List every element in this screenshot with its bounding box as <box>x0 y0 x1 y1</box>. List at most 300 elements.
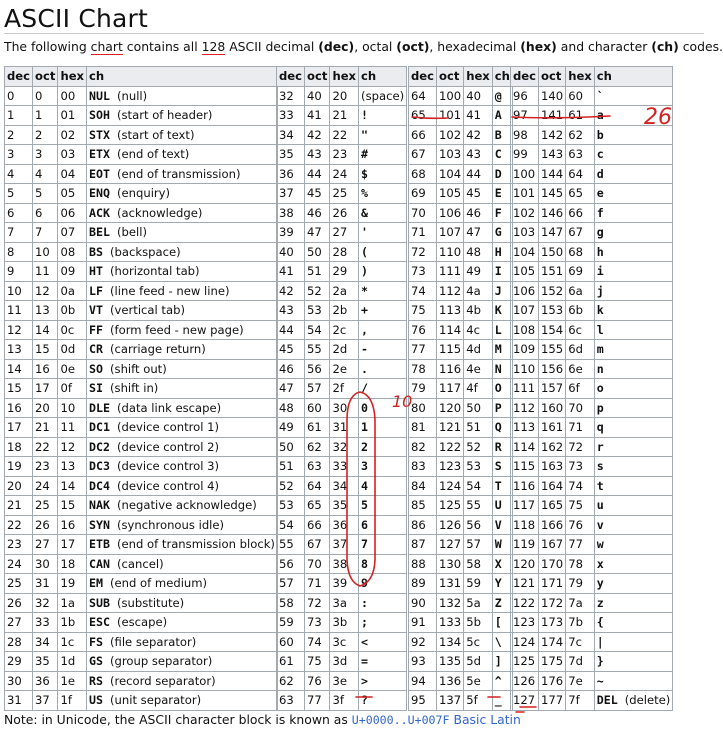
ch-symbol: : <box>361 595 369 610</box>
ch-symbol: 5 <box>361 498 369 513</box>
table-row <box>409 418 513 438</box>
ch-cell <box>87 203 278 223</box>
dec-cell: 88 <box>409 554 437 574</box>
dec-cell: 29 <box>5 652 33 672</box>
oct-cell: 20 <box>33 398 58 418</box>
ch-cell <box>87 340 278 360</box>
table-row <box>5 86 278 106</box>
ch-symbol: (space) <box>361 88 405 103</box>
dec-cell: 33 <box>277 106 305 126</box>
dec-cell: 7 <box>5 223 33 243</box>
dec-cell: 101 <box>511 184 539 204</box>
oct-cell: 55 <box>305 340 330 360</box>
ch-cell <box>87 476 278 496</box>
ch-symbol: W <box>494 537 502 552</box>
table-row <box>277 184 407 204</box>
ch-symbol: [ <box>494 615 502 630</box>
hex-cell: 78 <box>566 554 595 574</box>
oct-cell: 21 <box>33 418 58 438</box>
table-row <box>409 125 513 145</box>
ch-symbol: EOT <box>89 166 110 181</box>
hex-cell: 6d <box>566 340 595 360</box>
dec-cell: 95 <box>409 691 437 711</box>
header-dec: dec <box>511 67 539 87</box>
dec-cell: 107 <box>511 301 539 321</box>
intro-dec: (dec) <box>318 39 355 54</box>
hex-cell: 29 <box>330 262 359 282</box>
hex-cell: 7a <box>566 593 595 613</box>
table-row <box>277 496 407 516</box>
ch-symbol: B <box>494 127 502 142</box>
dec-cell: 68 <box>409 164 437 184</box>
oct-cell: 144 <box>539 164 566 184</box>
hex-cell: 7b <box>566 613 595 633</box>
ch-symbol: . <box>361 361 369 376</box>
hex-cell: 4f <box>464 379 493 399</box>
dec-cell: 97 <box>511 106 539 126</box>
ch-symbol: Q <box>494 420 502 435</box>
ch-symbol: & <box>361 205 369 220</box>
table-row <box>277 125 407 145</box>
table-row <box>511 613 673 633</box>
table-row <box>409 437 513 457</box>
hex-cell: 2a <box>330 281 359 301</box>
table-row <box>409 281 513 301</box>
ch-symbol: ENQ <box>89 186 110 201</box>
dec-cell: 126 <box>511 671 539 691</box>
oct-cell: 121 <box>437 418 464 438</box>
table-row <box>277 476 407 496</box>
header-row <box>277 67 407 87</box>
dec-cell: 113 <box>511 418 539 438</box>
ch-symbol: @ <box>494 88 502 103</box>
ch-cell <box>594 671 673 691</box>
ch-symbol: N <box>494 361 502 376</box>
intro-count: 128 <box>201 39 226 54</box>
oct-cell: 40 <box>305 86 330 106</box>
header-row <box>409 67 513 87</box>
oct-cell: 32 <box>33 593 58 613</box>
hex-cell: 34 <box>330 476 359 496</box>
ch-cell <box>594 613 673 633</box>
hex-cell: 1a <box>58 593 87 613</box>
ch-cell <box>594 125 673 145</box>
table-row <box>409 320 513 340</box>
ch-symbol: 8 <box>361 556 369 571</box>
hex-cell: 05 <box>58 184 87 204</box>
dec-cell: 38 <box>277 203 305 223</box>
table-row <box>5 632 278 652</box>
dec-cell: 41 <box>277 262 305 282</box>
ch-cell <box>359 691 407 711</box>
header-hex: hex <box>58 67 87 87</box>
ch-symbol: r <box>596 439 604 454</box>
dec-cell: 104 <box>511 242 539 262</box>
ch-cell <box>359 242 407 262</box>
hex-cell: 0c <box>58 320 87 340</box>
hex-cell: 43 <box>464 145 493 165</box>
table-row <box>277 652 407 672</box>
ch-description: (delete) <box>624 693 671 708</box>
dec-cell: 62 <box>277 671 305 691</box>
dec-cell: 5 <box>5 184 33 204</box>
ch-cell <box>87 574 278 594</box>
hex-cell: 41 <box>464 106 493 126</box>
ch-symbol: SUB <box>89 595 110 610</box>
hex-cell: 00 <box>58 86 87 106</box>
oct-cell: 102 <box>437 125 464 145</box>
hex-cell: 1d <box>58 652 87 672</box>
hex-cell: 15 <box>58 496 87 516</box>
dec-cell: 106 <box>511 281 539 301</box>
ch-symbol: < <box>361 634 369 649</box>
dec-cell: 79 <box>409 379 437 399</box>
ch-symbol: # <box>361 147 369 162</box>
ch-cell <box>87 652 278 672</box>
hex-cell: 5d <box>464 652 493 672</box>
oct-cell: 52 <box>305 281 330 301</box>
header-oct: oct <box>437 67 464 87</box>
header-ch: ch <box>594 67 673 87</box>
table-row <box>511 691 673 711</box>
ch-symbol: g <box>596 225 604 240</box>
dec-cell: 80 <box>409 398 437 418</box>
table-row <box>277 301 407 321</box>
ch-cell <box>594 418 673 438</box>
hex-cell: 56 <box>464 515 493 535</box>
oct-cell: 70 <box>305 554 330 574</box>
dec-cell: 117 <box>511 496 539 516</box>
ch-cell <box>359 106 407 126</box>
dec-cell: 23 <box>5 535 33 555</box>
oct-cell: 26 <box>33 515 58 535</box>
oct-cell: 47 <box>305 223 330 243</box>
dec-cell: 55 <box>277 535 305 555</box>
ch-symbol: j <box>596 283 604 298</box>
table-row <box>277 379 407 399</box>
ch-cell <box>87 106 278 126</box>
ch-symbol: C <box>494 147 502 162</box>
oct-cell: 74 <box>305 632 330 652</box>
table-row <box>277 262 407 282</box>
hex-cell: 2e <box>330 359 359 379</box>
hex-cell: 22 <box>330 125 359 145</box>
dec-cell: 58 <box>277 593 305 613</box>
oct-cell: 146 <box>539 203 566 223</box>
oct-cell: 171 <box>539 574 566 594</box>
dec-cell: 73 <box>409 262 437 282</box>
ch-cell <box>87 301 278 321</box>
hex-cell: 21 <box>330 106 359 126</box>
oct-cell: 100 <box>437 86 464 106</box>
ch-symbol: ! <box>361 108 369 123</box>
table-row <box>511 574 673 594</box>
hex-cell: 57 <box>464 535 493 555</box>
ch-symbol: l <box>596 322 604 337</box>
hex-cell: 28 <box>330 242 359 262</box>
table-row <box>409 86 513 106</box>
dec-cell: 89 <box>409 574 437 594</box>
oct-cell: 161 <box>539 418 566 438</box>
dec-cell: 4 <box>5 164 33 184</box>
oct-cell: 145 <box>539 184 566 204</box>
hex-cell: 16 <box>58 515 87 535</box>
ch-symbol: n <box>596 361 604 376</box>
table-row <box>5 574 278 594</box>
hex-cell: 48 <box>464 242 493 262</box>
oct-cell: 140 <box>539 86 566 106</box>
ch-symbol: DC4 <box>89 478 110 493</box>
hex-cell: 18 <box>58 554 87 574</box>
intro-paragraph <box>4 39 723 54</box>
hex-cell: 68 <box>566 242 595 262</box>
ch-symbol: 7 <box>361 537 369 552</box>
ch-symbol: US <box>89 693 104 708</box>
ch-description: (enquiry) <box>116 186 171 201</box>
dec-cell: 2 <box>5 125 33 145</box>
hex-cell: 6a <box>566 281 595 301</box>
ch-cell <box>87 613 278 633</box>
dec-cell: 63 <box>277 691 305 711</box>
hex-cell: 2d <box>330 340 359 360</box>
table-row <box>277 164 407 184</box>
hex-cell: 73 <box>566 457 595 477</box>
ch-symbol: SO <box>89 361 104 376</box>
oct-cell: 141 <box>539 106 566 126</box>
annotation-mark-26: 26 <box>644 105 672 130</box>
hex-cell: 44 <box>464 164 493 184</box>
ch-cell <box>594 262 673 282</box>
ch-cell <box>359 496 407 516</box>
ch-symbol: a <box>596 108 604 123</box>
dec-cell: 85 <box>409 496 437 516</box>
dec-cell: 0 <box>5 86 33 106</box>
hex-cell: 42 <box>464 125 493 145</box>
ch-description: (end of transmission block) <box>116 537 275 552</box>
ch-cell <box>87 496 278 516</box>
ch-cell <box>359 574 407 594</box>
table-row <box>5 281 278 301</box>
ch-cell <box>87 437 278 457</box>
dec-cell: 96 <box>511 86 539 106</box>
ch-symbol: ' <box>361 225 369 240</box>
table-row <box>511 418 673 438</box>
ch-symbol: q <box>596 420 604 435</box>
dec-cell: 11 <box>5 301 33 321</box>
oct-cell: 4 <box>33 164 58 184</box>
oct-cell: 30 <box>33 554 58 574</box>
dec-cell: 122 <box>511 593 539 613</box>
ch-cell <box>359 223 407 243</box>
oct-cell: 12 <box>33 281 58 301</box>
oct-cell: 42 <box>305 125 330 145</box>
dec-cell: 78 <box>409 359 437 379</box>
ch-description: (acknowledge) <box>116 205 203 220</box>
dec-cell: 44 <box>277 320 305 340</box>
ch-description: (shift out) <box>110 361 167 376</box>
oct-cell: 126 <box>437 515 464 535</box>
table-row <box>409 106 513 126</box>
ch-cell <box>594 437 673 457</box>
hex-cell: 37 <box>330 535 359 555</box>
ch-symbol: STX <box>89 127 110 142</box>
ch-symbol: RS <box>89 673 104 688</box>
dec-cell: 14 <box>5 359 33 379</box>
ch-symbol: \ <box>494 634 502 649</box>
table-row <box>5 515 278 535</box>
table-row <box>277 223 407 243</box>
ch-cell <box>87 164 278 184</box>
dec-cell: 13 <box>5 340 33 360</box>
table-row <box>511 164 673 184</box>
table-row <box>409 632 513 652</box>
dec-cell: 120 <box>511 554 539 574</box>
ch-symbol: 0 <box>361 400 369 415</box>
oct-cell: 154 <box>539 320 566 340</box>
dec-cell: 116 <box>511 476 539 496</box>
oct-cell: 135 <box>437 652 464 672</box>
ascii-table-4 <box>510 66 673 711</box>
table-row <box>277 691 407 711</box>
dec-cell: 105 <box>511 262 539 282</box>
hex-cell: 1f <box>58 691 87 711</box>
intro-text: contains all <box>122 39 202 54</box>
ch-description: (line feed - new line) <box>110 283 230 298</box>
ch-cell <box>359 145 407 165</box>
ch-symbol: $ <box>361 166 369 181</box>
oct-cell: 177 <box>539 691 566 711</box>
dec-cell: 74 <box>409 281 437 301</box>
hex-cell: 4e <box>464 359 493 379</box>
ch-cell <box>87 535 278 555</box>
ch-description: (group separator) <box>110 654 213 669</box>
table-row <box>277 632 407 652</box>
oct-cell: 115 <box>437 340 464 360</box>
ch-cell <box>87 223 278 243</box>
table-row <box>409 203 513 223</box>
dec-cell: 112 <box>511 398 539 418</box>
dec-cell: 94 <box>409 671 437 691</box>
oct-cell: 53 <box>305 301 330 321</box>
hex-cell: 63 <box>566 145 595 165</box>
oct-cell: 137 <box>437 691 464 711</box>
table-row <box>277 398 407 418</box>
ch-cell <box>359 437 407 457</box>
ch-cell <box>87 632 278 652</box>
oct-cell: 127 <box>437 535 464 555</box>
hex-cell: 65 <box>566 184 595 204</box>
ch-symbol: NAK <box>89 498 110 513</box>
dec-cell: 57 <box>277 574 305 594</box>
ch-cell <box>359 632 407 652</box>
ch-cell <box>87 86 278 106</box>
oct-cell: 112 <box>437 281 464 301</box>
ch-cell <box>359 457 407 477</box>
hex-cell: 4b <box>464 301 493 321</box>
ch-cell <box>359 262 407 282</box>
ch-description: (synchronous idle) <box>116 517 225 532</box>
ch-symbol: t <box>596 478 604 493</box>
basic-latin-link[interactable]: Basic Latin <box>453 712 521 727</box>
table-row <box>409 457 513 477</box>
table-row <box>511 535 673 555</box>
oct-cell: 22 <box>33 437 58 457</box>
ch-symbol: % <box>361 186 369 201</box>
ch-symbol: { <box>596 615 604 630</box>
oct-cell: 167 <box>539 535 566 555</box>
oct-cell: 151 <box>539 262 566 282</box>
oct-cell: 6 <box>33 203 58 223</box>
ascii-table-1 <box>4 66 278 711</box>
ch-symbol: ~ <box>596 673 604 688</box>
table-row <box>5 164 278 184</box>
ch-cell <box>87 145 278 165</box>
hex-cell: 3c <box>330 632 359 652</box>
ch-symbol: CAN <box>89 556 110 571</box>
hex-cell: 4c <box>464 320 493 340</box>
oct-cell: 31 <box>33 574 58 594</box>
ch-symbol: x <box>596 556 604 571</box>
oct-cell: 46 <box>305 203 330 223</box>
dec-cell: 75 <box>409 301 437 321</box>
ch-symbol: i <box>596 264 604 279</box>
dec-cell: 56 <box>277 554 305 574</box>
ch-description: (start of header) <box>116 108 213 123</box>
dec-cell: 108 <box>511 320 539 340</box>
hex-cell: 3a <box>330 593 359 613</box>
oct-cell: 164 <box>539 476 566 496</box>
ch-symbol: ; <box>361 615 369 630</box>
ch-symbol: DC1 <box>89 420 110 435</box>
ch-symbol: h <box>596 244 604 259</box>
table-row <box>277 320 407 340</box>
dec-cell: 48 <box>277 398 305 418</box>
dec-cell: 20 <box>5 476 33 496</box>
ascii-table-2 <box>276 66 407 711</box>
hex-cell: 03 <box>58 145 87 165</box>
hex-cell: 6b <box>566 301 595 321</box>
dec-cell: 16 <box>5 398 33 418</box>
ch-cell <box>594 223 673 243</box>
hex-cell: 67 <box>566 223 595 243</box>
oct-cell: 65 <box>305 496 330 516</box>
oct-cell: 77 <box>305 691 330 711</box>
ch-symbol: V <box>494 517 502 532</box>
oct-cell: 106 <box>437 203 464 223</box>
hex-cell: 4d <box>464 340 493 360</box>
hex-cell: 60 <box>566 86 595 106</box>
dec-cell: 66 <box>409 125 437 145</box>
header-oct: oct <box>33 67 58 87</box>
oct-cell: 51 <box>305 262 330 282</box>
dec-cell: 22 <box>5 515 33 535</box>
table-row <box>409 476 513 496</box>
ch-symbol: - <box>361 342 369 357</box>
ch-symbol: / <box>361 381 369 396</box>
ch-symbol: u <box>596 498 604 513</box>
ch-description: (cancel) <box>116 556 164 571</box>
hex-cell: 27 <box>330 223 359 243</box>
table-row <box>511 593 673 613</box>
dec-cell: 103 <box>511 223 539 243</box>
table-row <box>5 301 278 321</box>
table-row <box>511 554 673 574</box>
ch-symbol: K <box>494 303 502 318</box>
ch-description: (horizontal tab) <box>110 264 200 279</box>
dec-cell: 84 <box>409 476 437 496</box>
ch-symbol: o <box>596 381 604 396</box>
intro-text: The following <box>4 39 91 54</box>
